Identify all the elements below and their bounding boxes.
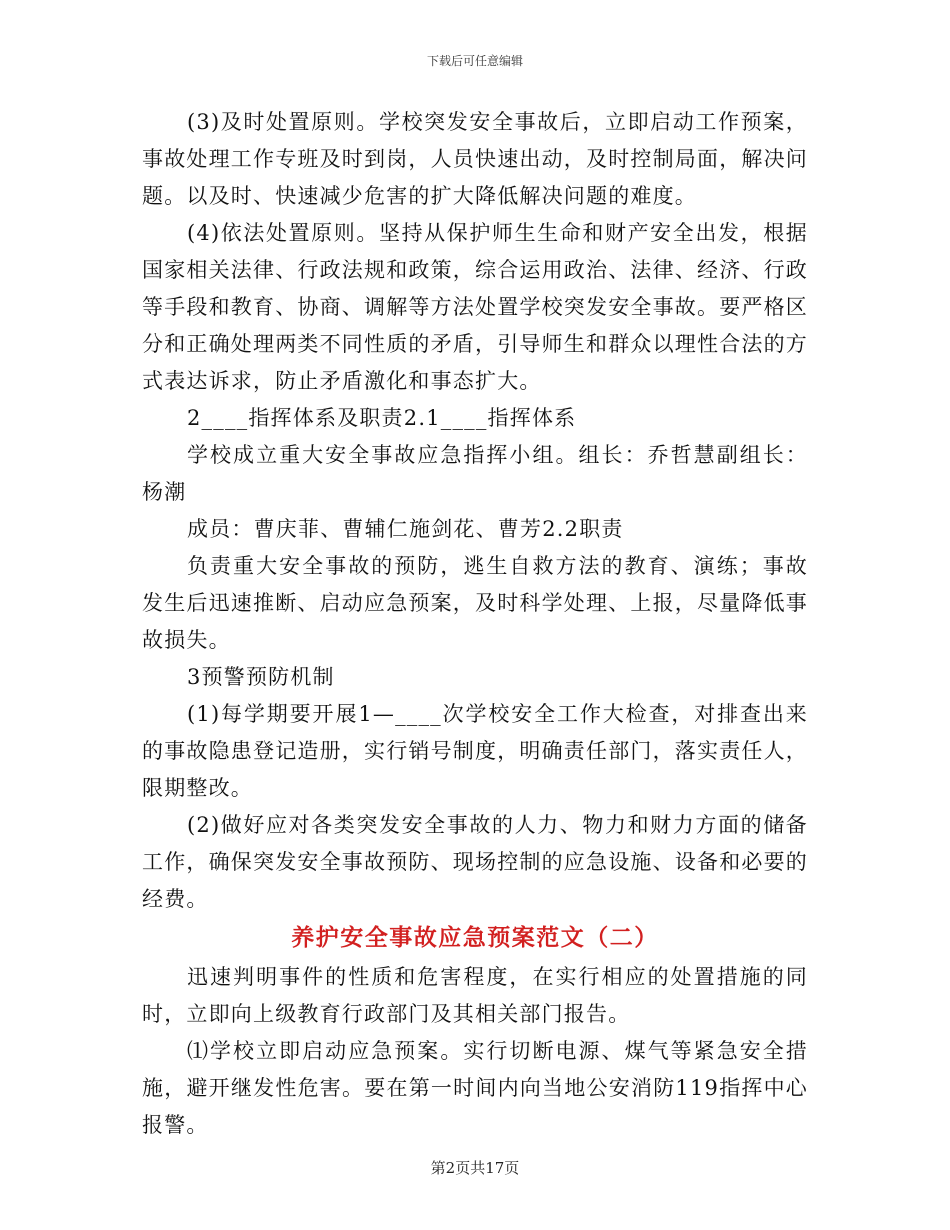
page-number: 第2页共17页 <box>430 1159 520 1177</box>
paragraph: (3)及时处置原则。学校突发安全事故后，立即启动工作预案，事故处理工作专班及时到岗，人员快速出动，及时控制局面，解决问题。以及时、快速减少危害的扩大降低解决问题的难度。 <box>142 110 808 208</box>
paragraph: 迅速判明事件的性质和危害程度，在实行相应的处置措施的同时，立即向上级教育行政部门及其相关部门报告。 <box>142 965 808 1026</box>
paragraph: 成员：曹庆菲、曹辅仁施剑花、曹芳2.2职责 <box>187 517 624 541</box>
paragraph: ⑴学校立即启动应急预案。实行切断电源、煤气等紧急安全措施，避开继发性危害。要在第一时间内向当地公安消防119指挥中心报警。 <box>142 1039 808 1137</box>
section-title: 养护安全事故应急预案范文（二） <box>291 924 659 951</box>
document-body <box>142 104 808 1144</box>
paragraph: (2)做好应对各类突发安全事故的人力、物力和财力方面的储备工作，确保突发安全事故预防、现场控制的应急设施、设备和必要的经费。 <box>142 813 808 911</box>
paragraph: 2____指挥体系及职责2.1____指挥体系 <box>187 406 577 430</box>
paragraph: (4)依法处置原则。坚持从保护师生生命和财产安全出发，根据国家相关法律、行政法规和政策，综合运用政治、法律、经济、行政等手段和教育、协商、调解等方法处置学校突发安全事故。要严格区分和正确处理两类不同性质的矛盾，引导师生和群众以理性合法的方式表达诉求，防止矛盾激化和事态扩大。 <box>142 221 808 393</box>
paragraph: 负责重大安全事故的预防，逃生自救方法的教育、演练；事故发生后迅速推断、启动应急预案，及时科学处理、上报，尽量降低事故损失。 <box>142 554 808 652</box>
paragraph: 学校成立重大安全事故应急指挥小组。组长：乔哲慧副组长：杨潮 <box>142 443 808 504</box>
page-header-note: 下载后可任意编辑 <box>426 54 523 68</box>
paragraph: 3预警预防机制 <box>187 665 335 689</box>
paragraph: (1)每学期要开展1—____次学校安全工作大检查，对排查出来的事故隐患登记造册，实行销号制度，明确责任部门，落实责任人，限期整改。 <box>142 702 808 800</box>
